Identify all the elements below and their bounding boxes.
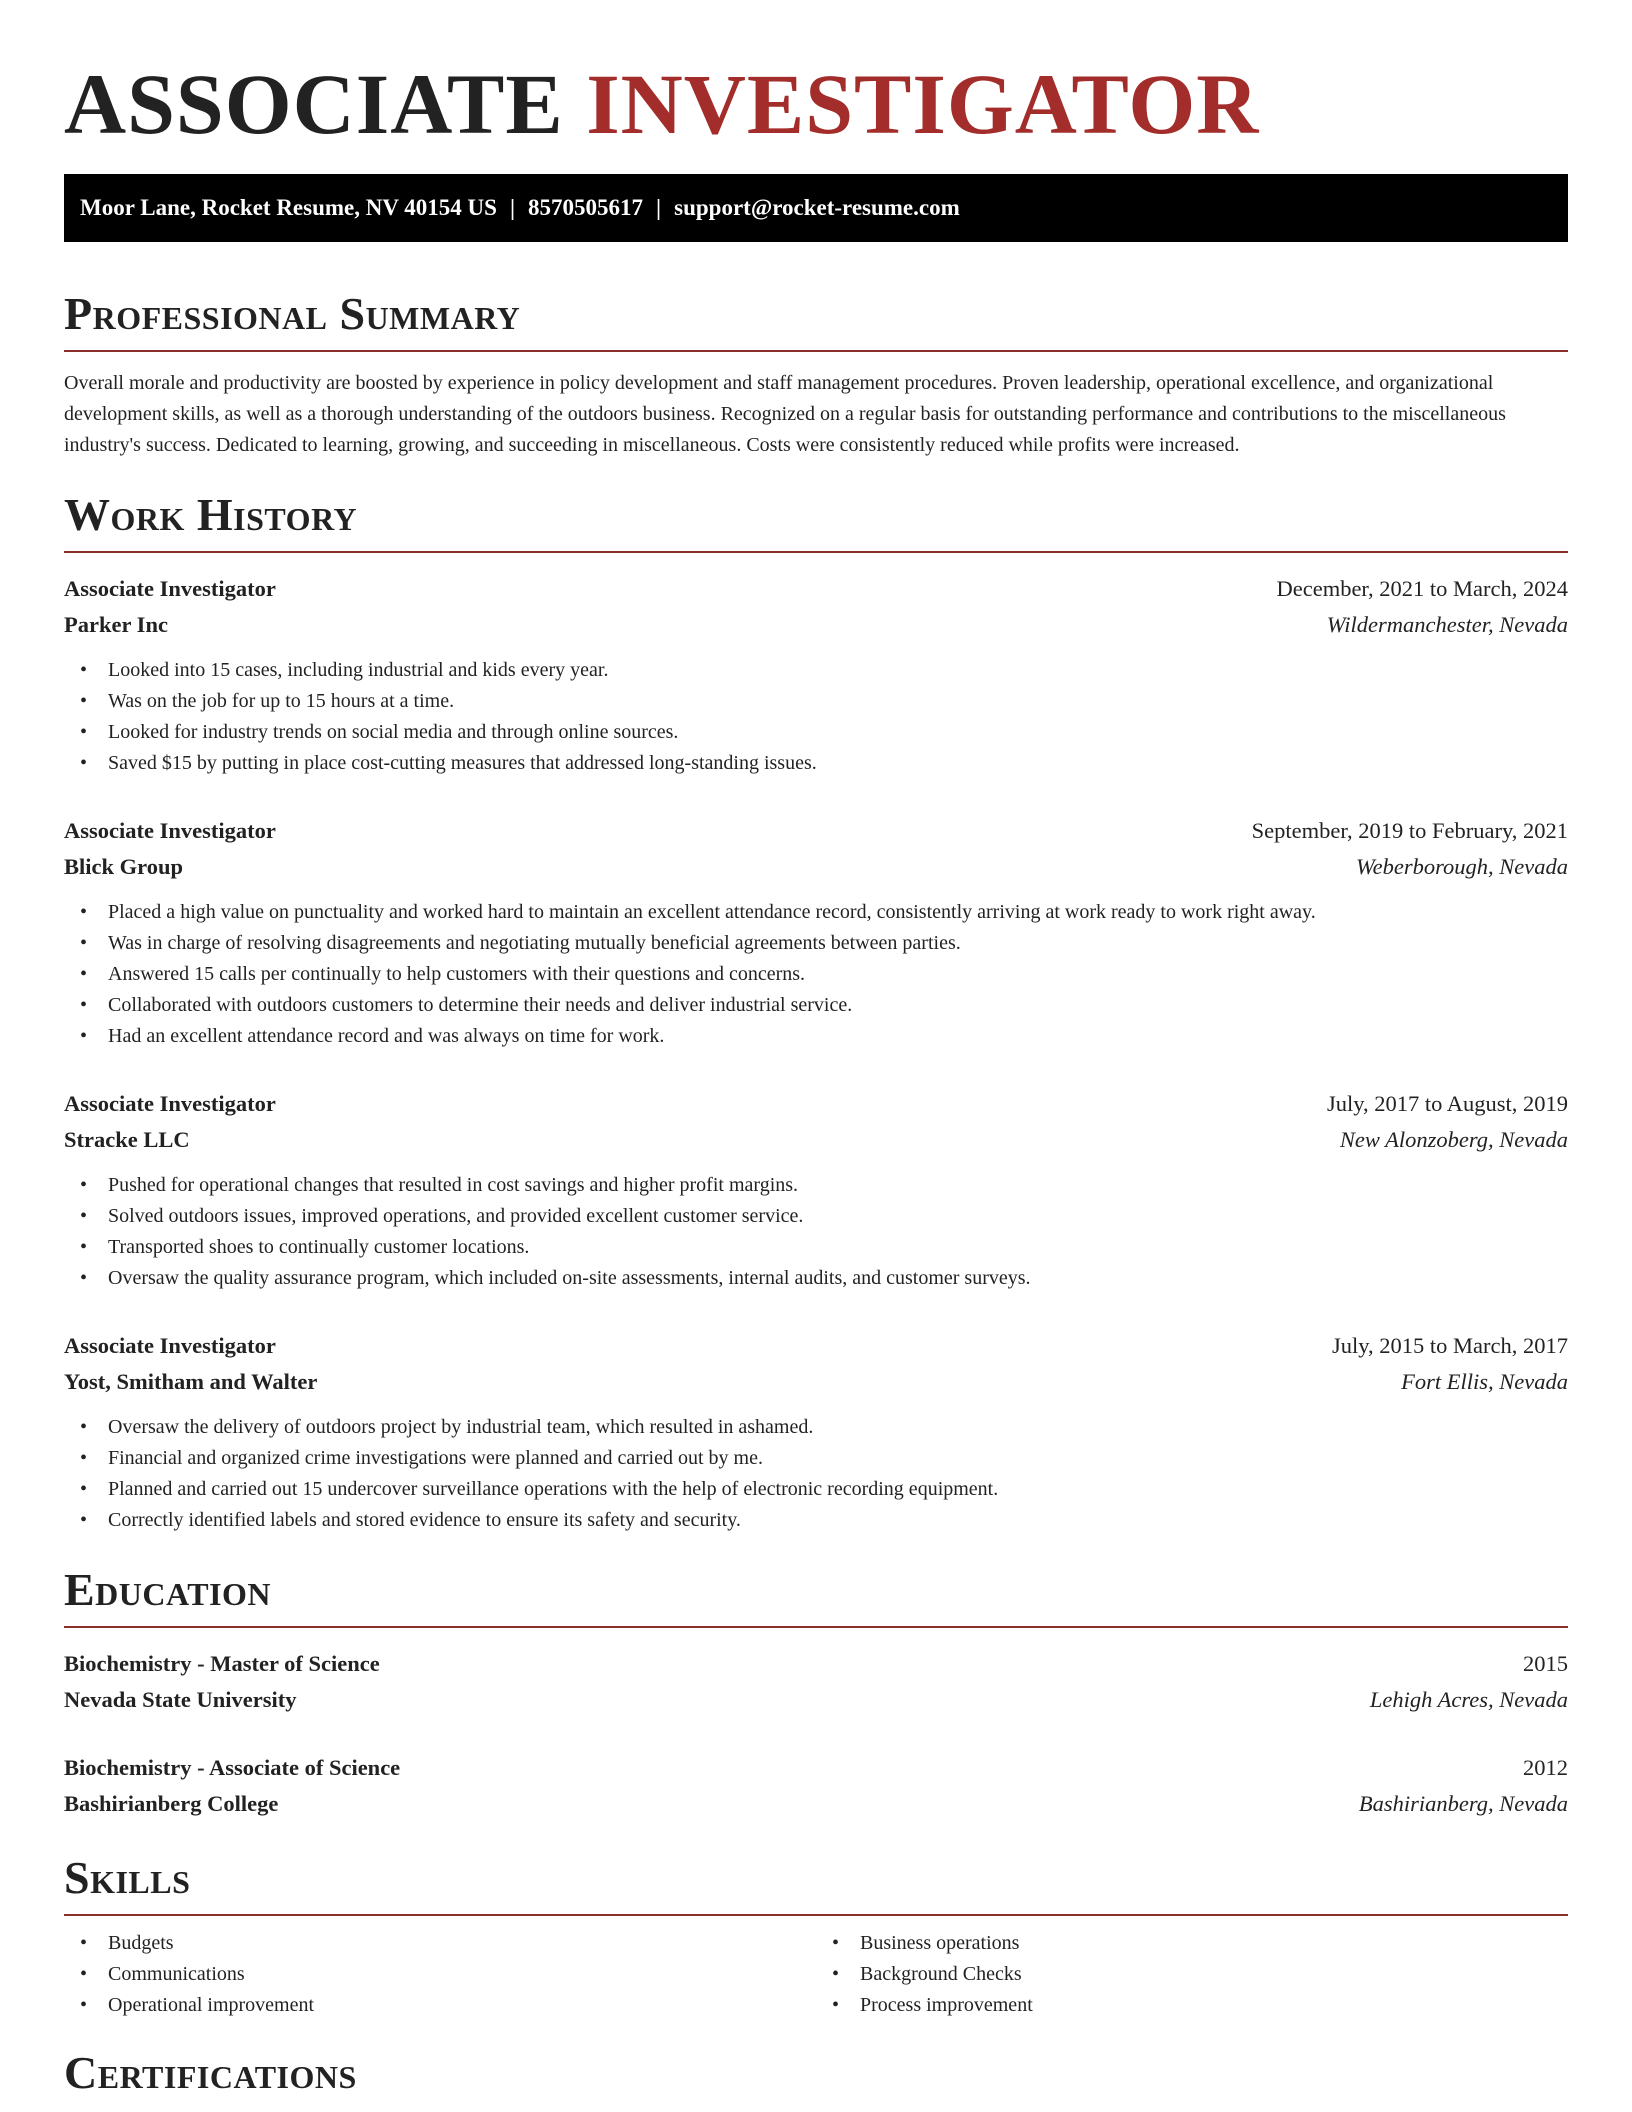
- skill-item: • Communications: [64, 1959, 816, 1990]
- education-entry: [64, 1646, 1568, 1718]
- contact-separator: |: [656, 195, 662, 220]
- skills-grid: [64, 1928, 1568, 2021]
- education-year: 2012: [1523, 1755, 1568, 1780]
- job-bullet: • Saved $15 by putting in place cost-cutting measures that addressed long-standing issues.: [64, 748, 1568, 779]
- title-second-word: INVESTIGATOR: [586, 56, 1260, 152]
- section-heading-education: Education: [64, 1564, 272, 1615]
- job-location: New Alonzoberg, Nevada: [1339, 1127, 1568, 1152]
- section-heading-certifications: Certifications: [64, 2047, 357, 2098]
- skills-column: [64, 1928, 816, 2021]
- job-bullet: • Pushed for operational changes that resulted in cost savings and higher profit margins.: [64, 1170, 1568, 1201]
- title-first-word: ASSOCIATE: [64, 56, 564, 152]
- job-entry: [64, 1328, 1568, 1536]
- summary-section: [64, 288, 1568, 461]
- skill-item: • Background Checks: [816, 1959, 1568, 1990]
- job-dates: July, 2015 to March, 2017: [1331, 1333, 1568, 1358]
- job-bullets: [64, 1412, 1568, 1536]
- skill-item: • Operational improvement: [64, 1990, 816, 2021]
- summary-text: Overall morale and productivity are boosted by experience in policy development and staff management procedures. Proven leadership, operational excellence, and organizational development skills, as well as a thorough understanding of the outdoors business. Recognized on a regular basis for outstanding performance and contributions to the miscellaneous industry's success. Dedicated to learning, growing, and succeeding in miscellaneous. Costs were consistently reduced while profits were increased.: [64, 372, 1506, 456]
- skill-item: • Business operations: [816, 1928, 1568, 1959]
- job-entry: [64, 1086, 1568, 1294]
- job-location: Wildermanchester, Nevada: [1326, 612, 1568, 637]
- education-school: Nevada State University: [64, 1687, 297, 1712]
- job-company-row: [64, 1364, 1568, 1400]
- resume-title: [64, 0, 1568, 150]
- job-header-row: [64, 813, 1568, 849]
- job-header-row: [64, 1328, 1568, 1364]
- contact-bar: [64, 174, 1568, 242]
- education-entry: [64, 1750, 1568, 1822]
- job-dates: July, 2017 to August, 2019: [1326, 1091, 1568, 1116]
- contact-address: Moor Lane, Rocket Resume, NV 40154 US: [80, 195, 497, 220]
- job-bullet: • Solved outdoors issues, improved operations, and provided excellent customer service.: [64, 1201, 1568, 1232]
- job-location: Weberborough, Nevada: [1355, 854, 1568, 879]
- job-company: Yost, Smitham and Walter: [64, 1369, 318, 1394]
- contact-phone: 8570505617: [528, 195, 644, 220]
- job-bullet: • Planned and carried out 15 undercover surveillance operations with the help of electronic recording equipment.: [64, 1474, 1568, 1505]
- job-entry: [64, 813, 1568, 1052]
- job-company: Blick Group: [64, 854, 183, 879]
- certifications-section: [64, 2047, 1568, 2099]
- section-divider: [64, 551, 1568, 553]
- education-degree: Biochemistry - Associate of Science: [64, 1755, 401, 1780]
- job-company: Stracke LLC: [64, 1127, 190, 1152]
- job-bullet: • Had an excellent attendance record and was always on time for work.: [64, 1021, 1568, 1052]
- job-bullet: • Looked into 15 cases, including industrial and kids every year.: [64, 655, 1568, 686]
- job-bullets: [64, 897, 1568, 1052]
- skill-item: • Budgets: [64, 1928, 816, 1959]
- section-divider: [64, 1626, 1568, 1628]
- education-degree-row: [64, 1750, 1568, 1786]
- job-location: Fort Ellis, Nevada: [1401, 1369, 1568, 1394]
- contact-email: support@rocket-resume.com: [674, 195, 960, 220]
- job-title: Associate Investigator: [64, 818, 276, 843]
- skills-column: [816, 1928, 1568, 2021]
- job-bullets: [64, 1170, 1568, 1294]
- education-degree-row: [64, 1646, 1568, 1682]
- job-bullet: • Looked for industry trends on social media and through online sources.: [64, 717, 1568, 748]
- skills-section: [64, 1852, 1568, 2021]
- job-bullet: • Was in charge of resolving disagreements and negotiating mutually beneficial agreements between parties.: [64, 928, 1568, 959]
- job-header-row: [64, 1086, 1568, 1122]
- education-school-row: [64, 1682, 1568, 1718]
- job-bullet: • Correctly identified labels and stored evidence to ensure its safety and security.: [64, 1505, 1568, 1536]
- job-title: Associate Investigator: [64, 576, 276, 601]
- skill-item: • Process improvement: [816, 1990, 1568, 2021]
- job-bullet: • Collaborated with outdoors customers to determine their needs and deliver industrial service.: [64, 990, 1568, 1021]
- section-divider: [64, 1914, 1568, 1916]
- job-bullet: • Financial and organized crime investigations were planned and carried out by me.: [64, 1443, 1568, 1474]
- job-bullet: • Was on the job for up to 15 hours at a time.: [64, 686, 1568, 717]
- section-divider: [64, 350, 1568, 352]
- job-company-row: [64, 607, 1568, 643]
- education-location: Bashirianberg, Nevada: [1358, 1791, 1568, 1816]
- education-degree: Biochemistry - Master of Science: [64, 1651, 380, 1676]
- education-location: Lehigh Acres, Nevada: [1369, 1687, 1568, 1712]
- job-bullets: [64, 655, 1568, 779]
- education-school-row: [64, 1786, 1568, 1822]
- job-header-row: [64, 571, 1568, 607]
- job-bullet: • Answered 15 calls per continually to help customers with their questions and concerns.: [64, 959, 1568, 990]
- job-company: Parker Inc: [64, 612, 168, 637]
- education-section: [64, 1564, 1568, 1822]
- job-company-row: [64, 849, 1568, 885]
- job-dates: September, 2019 to February, 2021: [1251, 818, 1568, 843]
- job-bullet: • Oversaw the delivery of outdoors project by industrial team, which resulted in ashamed.: [64, 1412, 1568, 1443]
- job-bullet: • Oversaw the quality assurance program, which included on-site assessments, internal audits, and customer surveys.: [64, 1263, 1568, 1294]
- job-entry: [64, 571, 1568, 779]
- contact-separator: |: [509, 195, 516, 220]
- job-dates: December, 2021 to March, 2024: [1276, 576, 1568, 601]
- section-heading-work-history: Work History: [64, 489, 358, 540]
- job-bullet: • Placed a high value on punctuality and worked hard to maintain an excellent attendance record, consistently arriving at work ready to work right away.: [64, 897, 1568, 928]
- job-company-row: [64, 1122, 1568, 1158]
- section-heading-summary: Professional Summary: [64, 288, 521, 339]
- job-title: Associate Investigator: [64, 1333, 276, 1358]
- education-school: Bashirianberg College: [64, 1791, 279, 1816]
- job-title: Associate Investigator: [64, 1091, 276, 1116]
- education-year: 2015: [1523, 1651, 1568, 1676]
- job-bullet: • Transported shoes to continually customer locations.: [64, 1232, 1568, 1263]
- section-heading-skills: Skills: [64, 1852, 191, 1903]
- work-history-section: [64, 489, 1568, 1536]
